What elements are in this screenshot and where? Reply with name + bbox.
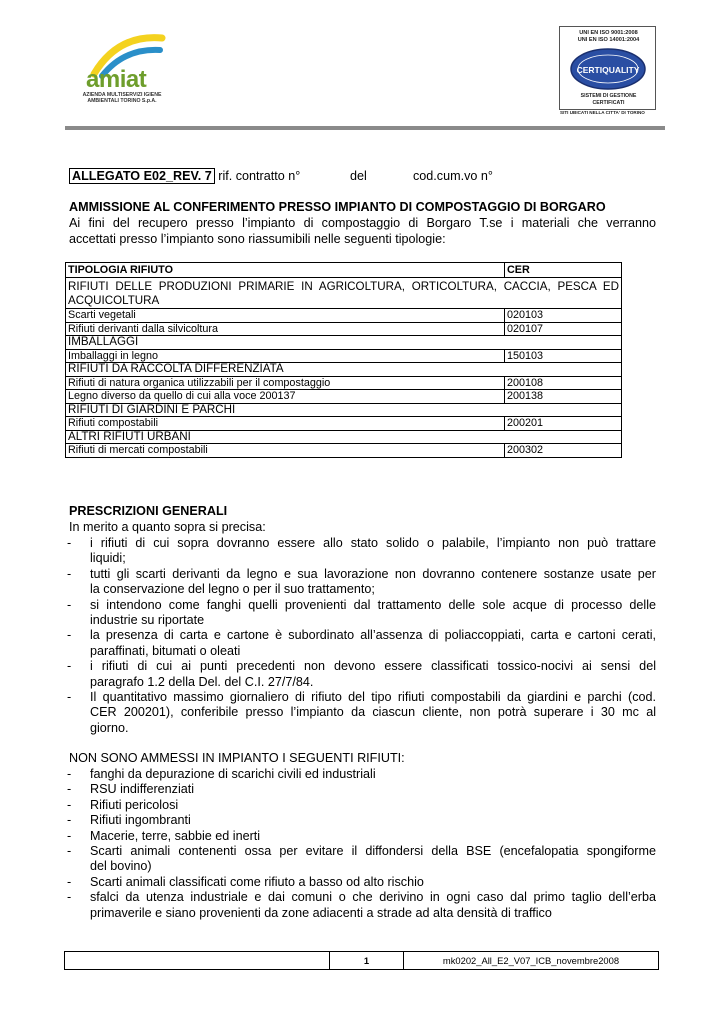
waste-type-cell: Legno diverso da quello di cui alla voce 200137 [66, 390, 505, 404]
cer-code-cell: 150103 [505, 349, 622, 363]
table-category-row [66, 363, 622, 377]
category-cell: RIFIUTI DA RACCOLTA DIFFERENZIATA [66, 363, 622, 377]
certiquality-seal-icon [569, 47, 647, 91]
prescription-item-line: liquidi; [90, 551, 126, 566]
footer-blank-cell [65, 952, 330, 969]
bullet-dash: - [67, 874, 72, 889]
prescription-item-line: giorno. [90, 720, 129, 735]
bullet-dash: - [67, 536, 72, 550]
bullet-dash: - [67, 690, 72, 704]
prescription-item-line: i rifiuti di cui ai punti precedenti non devono essere classificati tossico-nocivi ai sensi del [90, 659, 656, 674]
category-cell: ALTRI RIFIUTI URBANI [66, 430, 622, 444]
waste-types-table [65, 262, 622, 458]
certification-badge [559, 26, 656, 110]
certification-system-label-2: CERTIFICATI [592, 100, 625, 106]
bullet-dash: - [67, 797, 72, 812]
table-row [66, 309, 622, 323]
bullet-dash: - [67, 890, 72, 905]
table-category-row [66, 336, 622, 350]
intro-paragraph-line2: accettati presso l’impianto sono riassumibili nelle seguenti tipologie: [69, 232, 446, 246]
code-label: cod.cum.vo n° [413, 169, 493, 183]
header-divider [65, 126, 665, 130]
waste-type-cell: Imballaggi in legno [66, 349, 505, 363]
not-admitted-item-line: RSU indifferenziati [90, 782, 195, 797]
table-row [66, 349, 622, 363]
reference-line [69, 169, 300, 184]
page-footer [64, 951, 659, 970]
bullet-dash: - [67, 628, 72, 643]
cer-code-cell: 200302 [505, 444, 622, 458]
intro-paragraph-line1: Ai fini del recupero presso l’impianto di compostaggio di Borgaro T.se i materiali che verranno [69, 216, 656, 230]
waste-type-cell: Rifiuti di natura organica utilizzabili per il compostaggio [66, 376, 505, 390]
prescription-item-line: tutti gli scarti derivanti da legno e sua lavorazione non dovranno contenere sostanze usate per [90, 566, 656, 581]
logo-wordmark: amiat [86, 66, 147, 93]
waste-type-cell: Scarti vegetali [66, 309, 505, 323]
not-admitted-item-line: sfalci da utenza industriale e dai comuni o che derivino in ogni caso dal primo taglio dell’erba [90, 890, 656, 905]
prescription-item-line: i rifiuti di cui sopra dovranno essere allo stato solido o palabile, l’impianto non può trattare [90, 536, 656, 550]
cer-code-cell: 200138 [505, 390, 622, 404]
table-category-row [66, 278, 622, 309]
waste-type-cell: Rifiuti compostabili [66, 417, 505, 431]
not-admitted-item-line: primaverile e siano provenienti da zone adiacenti a strade ad alta densità di traffico [90, 905, 552, 920]
section-title-prescriptions: PRESCRIZIONI GENERALI [69, 504, 228, 518]
certification-footnote: SITI UBICATI NELLA CITTA' DI TORINO [560, 110, 645, 115]
bullet-dash: - [67, 828, 72, 843]
not-admitted-item-line: Macerie, terre, sabbie ed inerti [90, 828, 261, 843]
cer-code-cell: 020107 [505, 322, 622, 336]
not-admitted-item-line: Rifiuti pericolosi [90, 797, 179, 812]
waste-type-cell: Rifiuti di mercati compostabili [66, 444, 505, 458]
table-category-row [66, 430, 622, 444]
table-row [66, 376, 622, 390]
certification-standard-14001: UNI EN ISO 14001:2004 [577, 37, 640, 43]
prescription-item-line: industrie su riportate [90, 613, 205, 627]
prescription-item-line: la conservazione del legno o per il suo trattamento; [90, 582, 375, 597]
cer-code-cell: 200108 [505, 376, 622, 390]
waste-type-cell: Rifiuti derivanti dalla silvicoltura [66, 322, 505, 336]
not-admitted-item-line: del bovino) [90, 859, 152, 874]
logo-subtitle: AZIENDA MULTISERVIZI IGIENE AMBIENTALI TORINO S.p.A. [82, 92, 162, 104]
section-title-admission: AMMISSIONE AL CONFERIMENTO PRESSO IMPIANTO DI COMPOSTAGGIO DI BORGARO [69, 200, 606, 214]
not-admitted-item-line: Scarti animali contenenti ossa per evitare il diffondersi della BSE (encefalopatia spongiforme [90, 844, 656, 858]
table-row [66, 444, 622, 458]
bullet-dash: - [67, 813, 72, 828]
cer-code-cell: 200201 [505, 417, 622, 431]
not-admitted-item-line: fanghi da depurazione di scarichi civili ed industriali [90, 767, 376, 781]
prescription-item-line: la presenza di carta e cartone è subordinato all’assenza di poliaccoppiati, carta e cartoni cerati, [90, 628, 656, 643]
bullet-dash: - [67, 767, 72, 781]
bullet-dash: - [67, 597, 72, 612]
prescription-item-line: si intendono come fanghi quelli provenienti dal trattamento delle sole acque di processo delle [90, 597, 656, 612]
prescription-item-line: CER 200201), conferibile presso l’impianto da ciascun cliente, non potrà superare i 30 mc al [90, 705, 656, 720]
prescription-item-line: paragrafo 1.2 della Del. del C.I. 27/7/84. [90, 674, 314, 689]
not-admitted-item-line: Rifiuti ingombranti [90, 813, 191, 828]
bullet-dash: - [67, 566, 72, 581]
table-category-row [66, 403, 622, 417]
bullet-dash: - [67, 659, 72, 674]
table-row [66, 417, 622, 431]
table-row [66, 390, 622, 404]
certification-standard-9001: UNI EN ISO 9001:2008 [579, 30, 638, 36]
prescriptions-intro: In merito a quanto sopra si precisa: [69, 520, 266, 534]
document-code: mk0202_All_E2_V07_ICB_novembre2008 [442, 955, 620, 966]
svg-text:CERTIQUALITY: CERTIQUALITY [576, 65, 640, 75]
table-row [66, 322, 622, 336]
table-header-row [66, 263, 622, 278]
page-number: 1 [330, 952, 404, 969]
category-cell: RIFIUTI DI GIARDINI E PARCHI [66, 403, 622, 417]
contract-label: rif. contratto n° [218, 169, 301, 183]
annex-label: ALLEGATO E02_REV. 7 [69, 168, 215, 184]
table-header-type: TIPOLOGIA RIFIUTO [66, 263, 505, 278]
prescription-item-line: paraffinati, bitumati o oleati [90, 643, 241, 658]
certification-system-label: SISTEMI DI GESTIONE [580, 93, 637, 99]
bullet-dash: - [67, 782, 72, 797]
bullet-dash: - [67, 844, 72, 858]
category-cell: IMBALLAGGI [66, 336, 622, 350]
cer-code-cell: 020103 [505, 309, 622, 323]
date-label: del [350, 169, 367, 183]
category-cell: RIFIUTI DELLE PRODUZIONI PRIMARIE IN AGRICOLTURA, ORTICOLTURA, CACCIA, PESCA ED ACQUICOLTURA [66, 278, 622, 309]
table-header-cer: CER [505, 263, 622, 278]
prescription-item-line: Il quantitativo massimo giornaliero di rifiuto del tipo rifiuti compostabili da giardini e parchi (cod. [90, 690, 656, 704]
section-title-not-admitted: NON SONO AMMESSI IN IMPIANTO I SEGUENTI RIFIUTI: [69, 751, 405, 765]
not-admitted-item-line: Scarti animali classificati come rifiuto a basso od alto rischio [90, 874, 424, 889]
